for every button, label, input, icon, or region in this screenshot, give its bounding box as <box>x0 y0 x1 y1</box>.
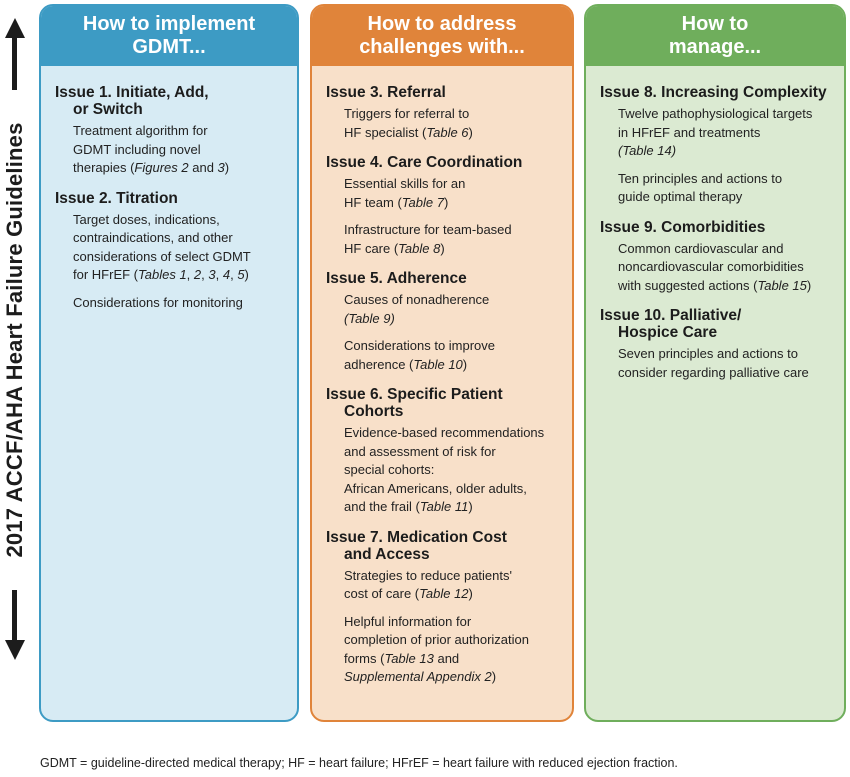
issue-title <box>326 529 564 563</box>
item-text: 4 <box>222 267 231 282</box>
arrow-down-icon <box>5 640 25 660</box>
item-text: ) <box>806 277 812 293</box>
item-text: Table 8 <box>398 240 441 256</box>
item-text: (Table 14) <box>618 143 677 158</box>
issue-item <box>600 105 836 161</box>
item-text: GDMT including novel <box>73 141 201 157</box>
item-text: African Americans, older adults, <box>344 480 527 496</box>
item-text: cost of care ( <box>344 586 420 601</box>
column-implement <box>39 4 299 722</box>
item-text: and the frail ( <box>344 499 420 514</box>
item-text: Causes of nonadherence <box>344 292 490 307</box>
issue-title <box>326 270 564 287</box>
issue-title-line: Issue 3. Referral <box>326 84 446 101</box>
item-text: Table 10 <box>413 356 463 372</box>
item-text: considerations of select GDMT <box>73 248 251 264</box>
item-text: , <box>186 267 194 282</box>
item-text: , <box>201 267 209 282</box>
item-text: Table 7 <box>401 194 444 210</box>
issue-block <box>600 84 836 207</box>
issue-title <box>55 84 289 118</box>
issue-block <box>600 307 836 382</box>
issue-block <box>326 84 564 142</box>
issue-block <box>326 529 564 687</box>
item-text: Tables 1 <box>138 267 187 282</box>
issue-title-line: Issue 5. Adherence <box>326 270 467 287</box>
item-text: Table 11 <box>419 499 469 514</box>
item-text: ) <box>468 124 473 140</box>
vertical-title: 2017 ACCF/AHA Heart Failure Guidelines <box>2 122 27 558</box>
item-text: Table 12 <box>419 586 469 601</box>
item-text: ) <box>224 160 230 175</box>
issue-item <box>600 345 836 382</box>
issue-title-line: or Switch <box>73 101 143 118</box>
issue-item <box>326 424 564 517</box>
item-text: Strategies to reduce patients' <box>344 567 512 583</box>
column-address <box>310 4 574 722</box>
item-text: and assessment of risk for <box>344 443 496 459</box>
item-text: Evidence-based recommendations <box>344 425 545 440</box>
issue-item <box>600 170 836 207</box>
issue-title-line: and Access <box>344 545 430 563</box>
item-text: Helpful information for <box>344 613 472 629</box>
issue-title <box>600 219 836 236</box>
issue-item <box>55 294 289 313</box>
item-text: , <box>230 267 238 282</box>
item-text: and <box>433 650 460 666</box>
issue-title <box>326 386 564 420</box>
issue-title-line: Issue 4. Care Coordination <box>326 154 523 171</box>
issue-item <box>326 291 564 328</box>
issue-title-line: Issue 7. Medication Cost <box>326 528 507 546</box>
arrow-up-icon <box>5 18 25 38</box>
item-text: for HFrEF ( <box>73 267 138 282</box>
item-text: therapies ( <box>73 160 135 175</box>
item-text: ) <box>244 267 249 282</box>
issue-title-line: Cohorts <box>344 403 404 420</box>
issue-title-line: Issue 9. Comorbidities <box>600 218 766 236</box>
vertical-axis <box>0 0 30 660</box>
column-heading: How to address challenges with... <box>312 6 572 66</box>
item-text: 3 <box>208 267 216 282</box>
issue-title <box>600 307 836 341</box>
item-text: forms ( <box>344 650 385 666</box>
issue-block <box>55 84 289 178</box>
item-text: special cohorts: <box>344 462 435 477</box>
item-text: HF specialist ( <box>344 124 427 140</box>
item-text: 3 <box>217 160 225 175</box>
issue-block <box>600 219 836 296</box>
item-text: ) <box>443 194 449 210</box>
item-text: , <box>215 267 223 282</box>
item-text: ) <box>491 669 497 684</box>
issue-item <box>600 240 836 296</box>
item-text: Considerations for monitoring <box>73 294 243 310</box>
column-body <box>312 66 572 687</box>
column-manage <box>584 4 846 722</box>
column-body <box>586 66 844 382</box>
item-text: Essential skills for an <box>344 176 466 191</box>
item-text: Target doses, indications, <box>73 211 220 227</box>
column-body <box>41 66 297 312</box>
item-text: Ten principles and actions to <box>618 170 783 186</box>
issue-item <box>326 175 564 212</box>
issue-title-line: Issue 2. Titration <box>55 189 178 207</box>
item-text: 5 <box>237 267 245 282</box>
issue-item <box>55 122 289 178</box>
issue-title-line: Hospice Care <box>618 324 718 341</box>
item-text: (Table 9) <box>344 310 395 326</box>
issue-title <box>600 84 836 101</box>
axis-line-bottom <box>12 590 17 640</box>
item-text: Twelve pathophysiological targets <box>618 106 813 121</box>
item-text: ) <box>462 356 468 372</box>
issue-block <box>326 386 564 517</box>
issue-item <box>326 337 564 374</box>
issue-title <box>55 190 289 207</box>
issue-title-line: Issue 6. Specific Patient <box>326 386 503 403</box>
footnote: GDMT = guideline-directed medical therapy; HF = heart failure; HFrEF = heart failure with reduced ejection fraction. <box>40 756 678 770</box>
item-text: and <box>188 160 218 175</box>
item-text: Table 15 <box>757 277 807 293</box>
item-text: Common cardiovascular and <box>618 240 784 256</box>
item-text: guide optimal therapy <box>618 189 743 204</box>
issue-block <box>326 154 564 258</box>
issue-item <box>326 567 564 604</box>
issue-title-line: Issue 8. Increasing Complexity <box>600 84 827 101</box>
column-heading: How to manage... <box>586 6 844 66</box>
issue-title-line: Issue 1. Initiate, Add, <box>55 84 209 101</box>
item-text: Infrastructure for team-based <box>344 222 512 237</box>
issue-item <box>326 105 564 142</box>
item-text: Triggers for referral to <box>344 106 470 121</box>
item-text: ) <box>440 240 445 256</box>
item-text: with suggested actions ( <box>618 277 758 293</box>
issue-title <box>326 154 564 171</box>
item-text: adherence ( <box>344 356 414 372</box>
issue-item <box>326 613 564 687</box>
item-text: Considerations to improve <box>344 338 496 353</box>
item-text: Table 6 <box>426 124 469 140</box>
item-text: in HFrEF and treatments <box>618 124 761 140</box>
issue-item <box>55 211 289 285</box>
column-heading: How to implement GDMT... <box>41 6 297 66</box>
issue-title-line: Issue 10. Palliative/ <box>600 307 742 324</box>
issue-title <box>326 84 564 101</box>
item-text: completion of prior authorization <box>344 632 529 647</box>
issue-item <box>326 221 564 258</box>
item-text: Treatment algorithm for <box>73 123 208 138</box>
item-text: ) <box>468 499 473 514</box>
item-text: Supplemental Appendix 2 <box>344 669 492 684</box>
item-text: consider regarding palliative care <box>618 364 809 380</box>
item-text: 2 <box>193 267 202 282</box>
item-text: noncardiovascular comorbidities <box>618 259 804 274</box>
item-text: ) <box>468 586 473 601</box>
item-text: HF care ( <box>344 240 399 256</box>
item-text: Table 13 <box>384 650 434 666</box>
item-text: contraindications, and other <box>73 230 233 245</box>
axis-line-top <box>12 38 17 90</box>
item-text: Seven principles and actions to <box>618 346 798 361</box>
issue-block <box>326 270 564 374</box>
item-text: HF team ( <box>344 194 402 210</box>
item-text: Figures 2 <box>134 160 189 175</box>
issue-block <box>55 190 289 313</box>
